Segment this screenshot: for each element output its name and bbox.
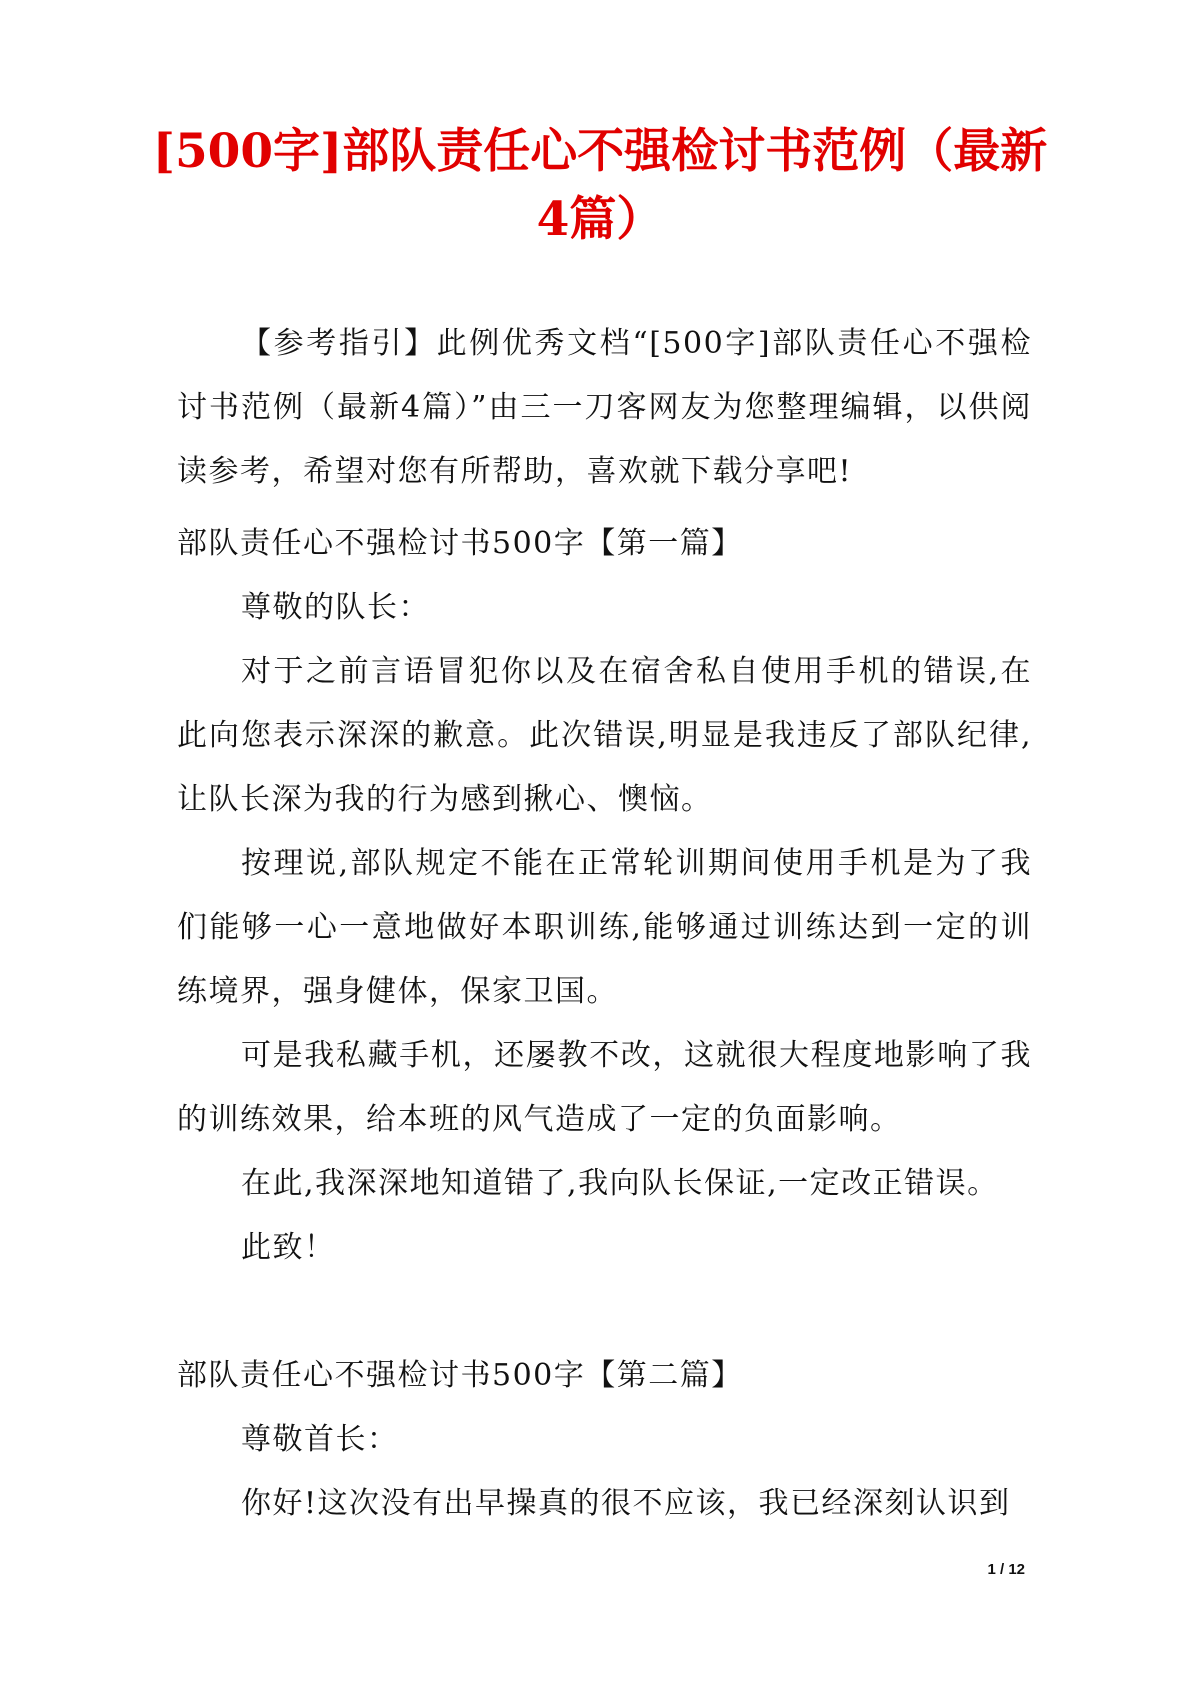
- body-paragraph: 在此,我深深地知道错了,我向队长保证,一定改正错误。: [241, 1166, 999, 1201]
- salutation-2: 尊敬首长：: [241, 1422, 399, 1457]
- section-heading-2: 部队责任心不强检讨书500字【第二篇】: [177, 1358, 743, 1393]
- intro-paragraph: 【参考指引】此例优秀文档“[500字]部队责任心不强检讨书范例（最新4篇）”由三一刀客网友为您整理编辑，以供阅读参考，希望对您有所帮助，喜欢就下载分享吧!: [177, 326, 1032, 489]
- document-title: [500字]部队责任心不强检讨书范例（最新4篇）: [152, 124, 1048, 247]
- body-paragraph: 你好!这次没有出早操真的很不应该，我已经深刻认识到: [241, 1486, 1011, 1521]
- section-heading-1: 部队责任心不强检讨书500字【第一篇】: [177, 526, 743, 561]
- body-paragraph: 可是我私藏手机，还屡教不改，这就很大程度地影响了我的训练效果，给本班的风气造成了一定的负面影响。: [177, 1038, 1032, 1137]
- body-paragraph: 按理说,部队规定不能在正常轮训期间使用手机是为了我们能够一心一意地做好本职训练,能够通过训练达到一定的训练境界，强身健体，保家卫国。: [177, 846, 1032, 1009]
- closing-line-1: 此致！: [241, 1230, 336, 1265]
- salutation-1: 尊敬的队长：: [241, 590, 430, 625]
- body-paragraph: 对于之前言语冒犯你以及在宿舍私自使用手机的错误,在此向您表示深深的歉意。此次错误,明显是我违反了部队纪律,让队长深为我的行为感到揪心、懊恼。: [177, 654, 1032, 817]
- page-number: 1 / 12: [987, 1561, 1025, 1578]
